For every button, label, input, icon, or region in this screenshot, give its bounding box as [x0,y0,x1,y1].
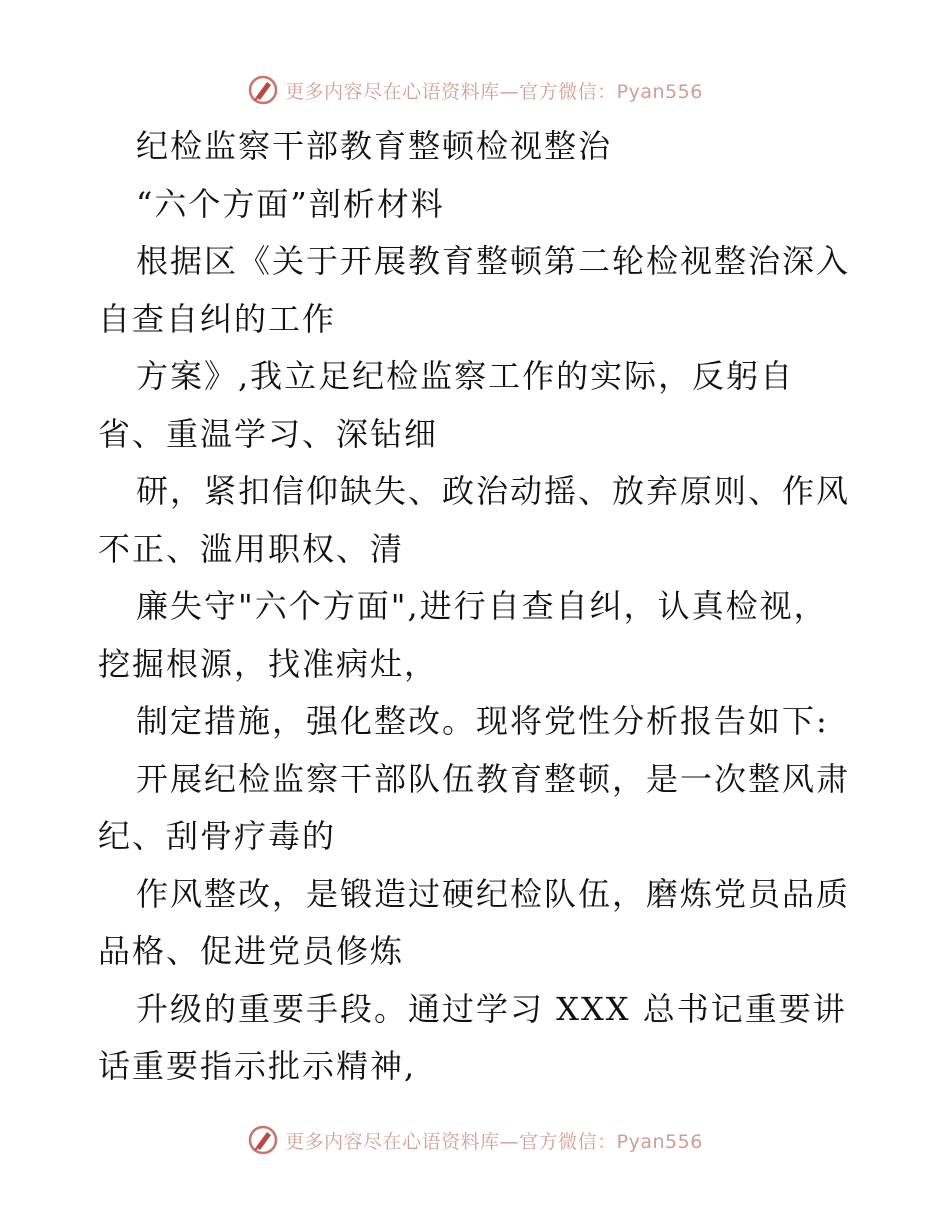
paragraph-line: 品格、促进党员修炼 [98,932,405,970]
paragraph-line: 根据区《关于开展教育整顿第二轮检视整治深入 [136,242,851,280]
paragraph-line: 纪、刮骨疗毒的 [98,817,337,855]
paragraph-line: 制定措施，强化整改。现将党性分析报告如下: [136,702,829,740]
paragraph-line: 研，紧扣信仰缺失、政治动摇、放弃原则、作风 [136,472,851,510]
watermark-text: 更多内容尽在心语资料库—官方微信：Pyan556 [285,1130,703,1153]
paragraph-line: 挖掘根源，找准病灶， [98,644,439,683]
paragraph-line: 升级的重要手段。通过学习 XXX 总书记重要讲 [136,989,847,1028]
header-watermark [0,70,950,110]
doc-title-line-2: “六个方面”剖析材料 [136,184,445,223]
paragraph-line: 不正、滥用职权、清 [98,529,405,568]
paragraph-line: 方案》,我立足纪检监察工作的实际，反躬自 [136,357,795,395]
paragraph-line: 作风整改，是锻造过硬纪检队伍，磨炼党员品质 [136,874,851,913]
paragraph-line: 开展纪检监察干部队伍教育整顿，是一次整风肃 [136,759,851,798]
pen-quill-logo-icon [247,1124,279,1156]
paragraph-line: 廉失守"六个方面",进行自查自纠，认真检视， [136,587,828,625]
footer-watermark [0,1120,950,1160]
document-body [98,118,878,1096]
paragraph-line: 话重要指示批示精神, [98,1047,417,1085]
paragraph-line: 省、重温学习、深钻细 [98,414,439,453]
pen-quill-logo-icon [247,74,279,106]
paragraph-line: 自查自纠的工作 [98,299,337,338]
watermark-text: 更多内容尽在心语资料库—官方微信：Pyan556 [285,80,703,103]
doc-title-line-1: 纪检监察干部教育整顿检视整治 [136,127,613,165]
